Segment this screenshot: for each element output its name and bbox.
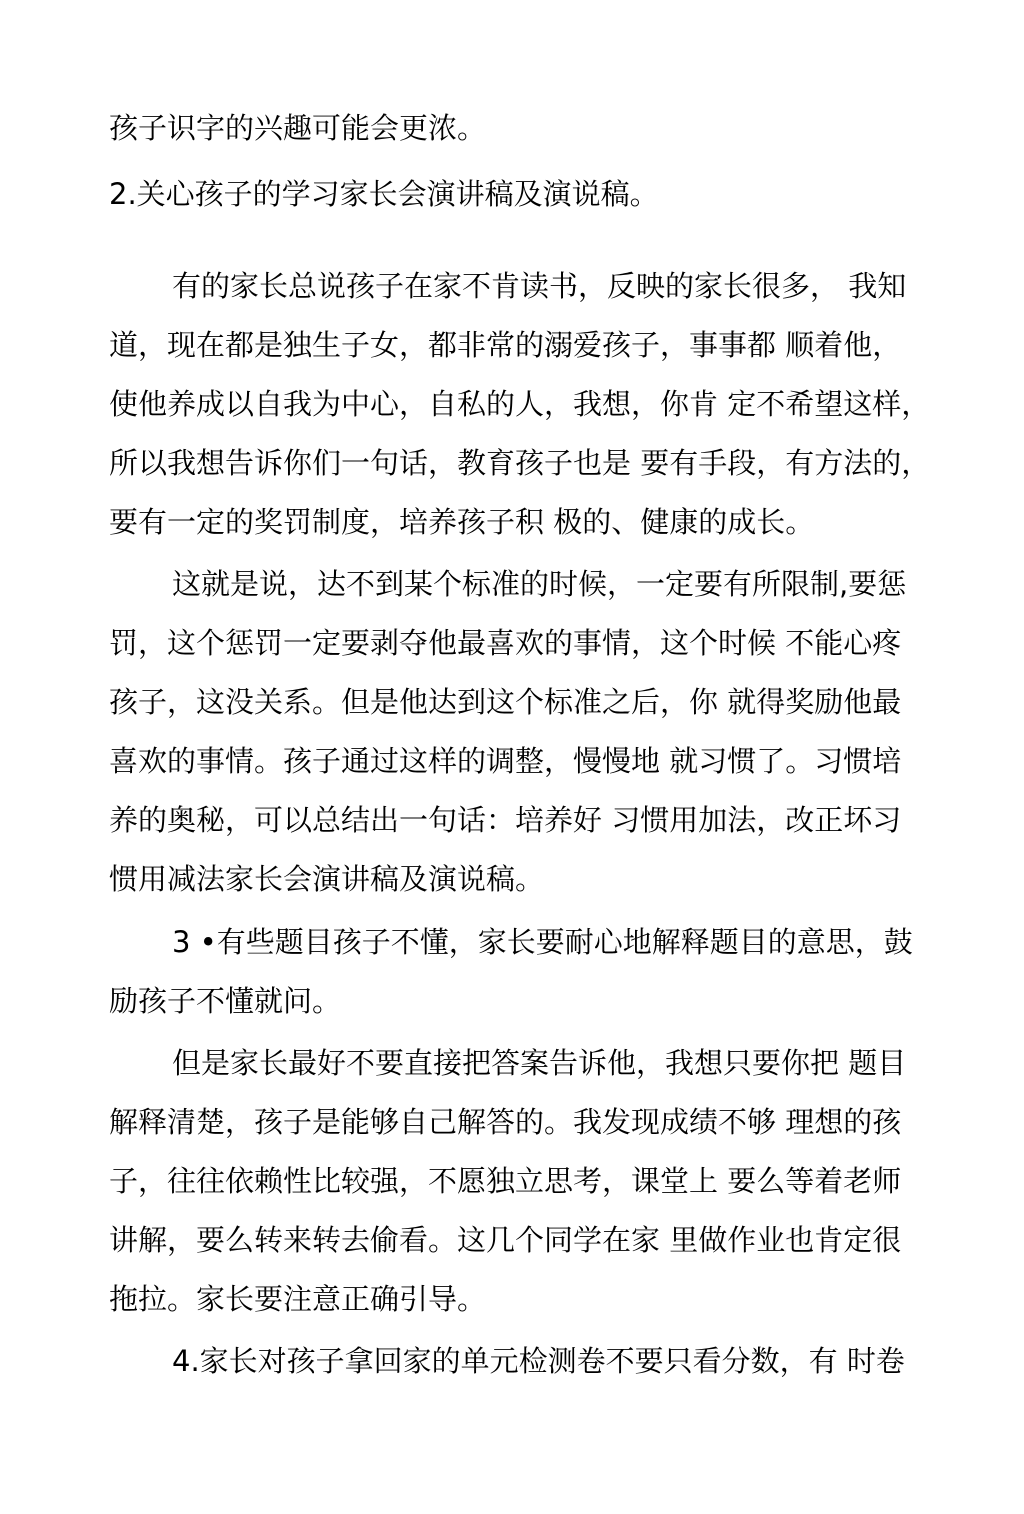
text-line: 道，现在都是独生子女，都非常的溺爱孩子，事事都 顺着他，	[109, 328, 902, 362]
text-line: 使他养成以自我为中心，自私的人，我想，你肯 定不希望这样，	[109, 387, 931, 421]
text-line: 4.家长对孩子拿回家的单元检测卷不要只看分数，有 时卷	[172, 1344, 905, 1378]
text-line: 励孩子不懂就问。	[109, 984, 342, 1018]
text-line: 3 •有些题目孩子不懂，家长要耐心地解释题目的意思，鼓	[172, 925, 913, 959]
text-line: 养的奥秘，可以总结出一句话：培养好 习惯用加法，改正坏习	[109, 803, 902, 837]
text-line: 但是家长最好不要直接把答案告诉他，我想只要你把 题目	[172, 1046, 907, 1080]
text-line: 孩子，这没关系。但是他达到这个标准之后，你 就得奖励他最	[109, 685, 902, 719]
text-line: 所以我想告诉你们一句话，教育孩子也是 要有手段，有方法的，	[109, 446, 931, 480]
text-line: 这就是说，达不到某个标准的时候，一定要有所限制,要惩	[172, 567, 907, 601]
text-line: 要有一定的奖罚制度，培养孩子积 极的、健康的成长。	[109, 505, 815, 539]
text-line: 惯用减法家长会演讲稿及演说稿。	[109, 862, 545, 896]
text-line: 讲解，要么转来转去偷看。这几个同学在家 里做作业也肯定很	[109, 1223, 902, 1257]
text-line: 拖拉。家长要注意正确引导。	[109, 1282, 487, 1316]
text-line: 喜欢的事情。孩子通过这样的调整，慢慢地 就习惯了。习惯培	[109, 744, 902, 778]
text-line: 有的家长总说孩子在家不肯读书，反映的家长很多， 我知	[172, 269, 907, 303]
text-line: 罚，这个惩罚一定要剥夺他最喜欢的事情，这个时候 不能心疼	[109, 626, 902, 660]
text-line: 孩子识字的兴趣可能会更浓。	[109, 111, 487, 145]
text-line: 子，往往依赖性比较强，不愿独立思考，课堂上 要么等着老师	[109, 1164, 902, 1198]
text-line: 解释清楚，孩子是能够自己解答的。我发现成绩不够 理想的孩	[109, 1105, 902, 1139]
text-line: 2.关心孩子的学习家长会演讲稿及演说稿。	[109, 177, 659, 211]
